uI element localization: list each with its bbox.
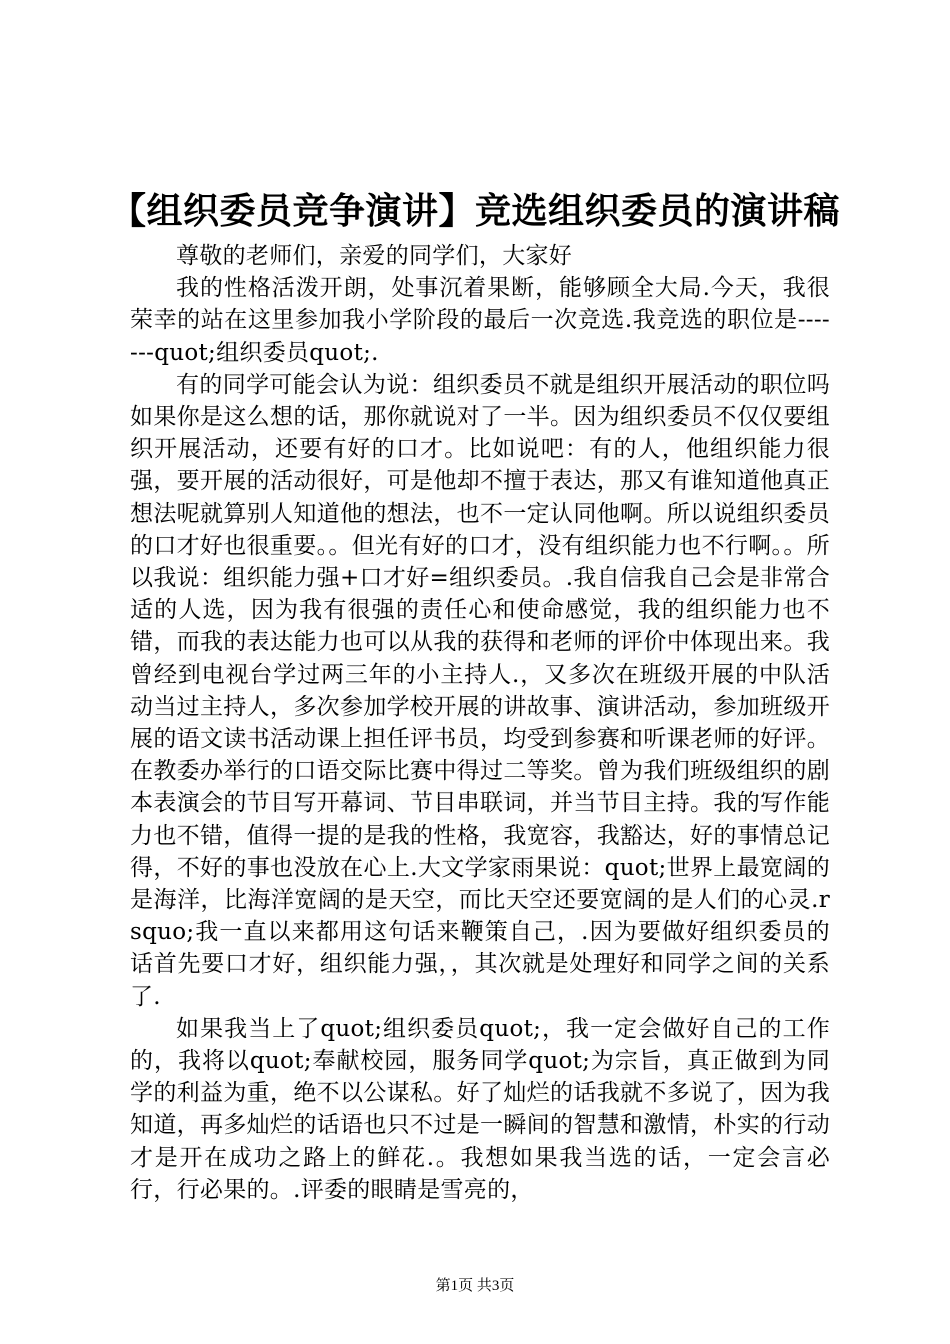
document-body — [130, 240, 830, 1206]
page-number-footer: 第1页 共3页 — [435, 1278, 515, 1294]
document-title: 【组织委员竞争演讲】竞选组织委员的演讲稿 — [109, 190, 840, 232]
paragraph-qualifications: 有的同学可能会认为说：组织委员不就是组织开展活动的职位吗如果你是这么想的话，那你就说对了一半。因为组织委员不仅仅要组织开展活动，还要有好的口才。比如说吧：有的人，他组织能力很强，要开展的活动很好，可是他却不擅于表达，那又有谁知道他真正想法呢就算别人知道他的想法，也不一定认同他啊。所以说组织委员的口才好也很重要。。但光有好的口才，没有组织能力也不行啊。。所以我说：组织能力强+口才好=组织委员。.我自信我自己会是非常合适的人选，因为我有很强的责任心和使命感觉，我的组织能力也不错，而我的表达能力也可以从我的获得和老师的评价中体现出来。我曾经到电视台学过两三年的小主持人.，又多次在班级开展的中队活动当过主持人，多次参加学校开展的讲故事、演讲活动，参加班级开展的语文读书活动课上担任评书员，均受到参赛和听课老师的好评。在教委办举行的口语交际比赛中得过二等奖。曾为我们班级组织的剧本表演会的节目写开幕词、节目串联词，并当节目主持。我的写作能力也不错，值得一提的是我的性格，我宽容，我豁达，好的事情总记得，不好的事也没放在心上.大文学家雨果说：quot;世界上最宽阔的是海洋，比海洋宽阔的是天空，而比天空还要宽阔的是人们的心灵.rsquo;我一直以来都用这句话来鞭策自己，.因为要做好组织委员的话首先要口才好，组织能力强，，其次就是处理好和同学之间的关系了. — [130, 371, 830, 1010]
paragraph-commitment: 如果我当上了quot;组织委员quot;，我一定会做好自己的工作的，我将以quot;奉献校园，服务同学quot;为宗旨，真正做到为同学的利益为重，绝不以公谋私。好了灿烂的话我就不多说了，因为我知道，再多灿烂的话语也只不过是一瞬间的智慧和激情，朴实的行动才是开在成功之路上的鲜花.。我想如果我当选的话，一定会言必行，行必果的。.评委的眼睛是雪亮的， — [130, 1015, 830, 1203]
paragraph-introduction: 我的性格活泼开朗，处事沉着果断，能够顾全大局.今天，我很荣幸的站在这里参加我小学阶段的最后一次竞选.我竞选的职位是-------quot;组织委员quot;. — [130, 275, 830, 366]
paragraph-greeting: 尊敬的老师们，亲爱的同学们，大家好 — [176, 243, 573, 269]
